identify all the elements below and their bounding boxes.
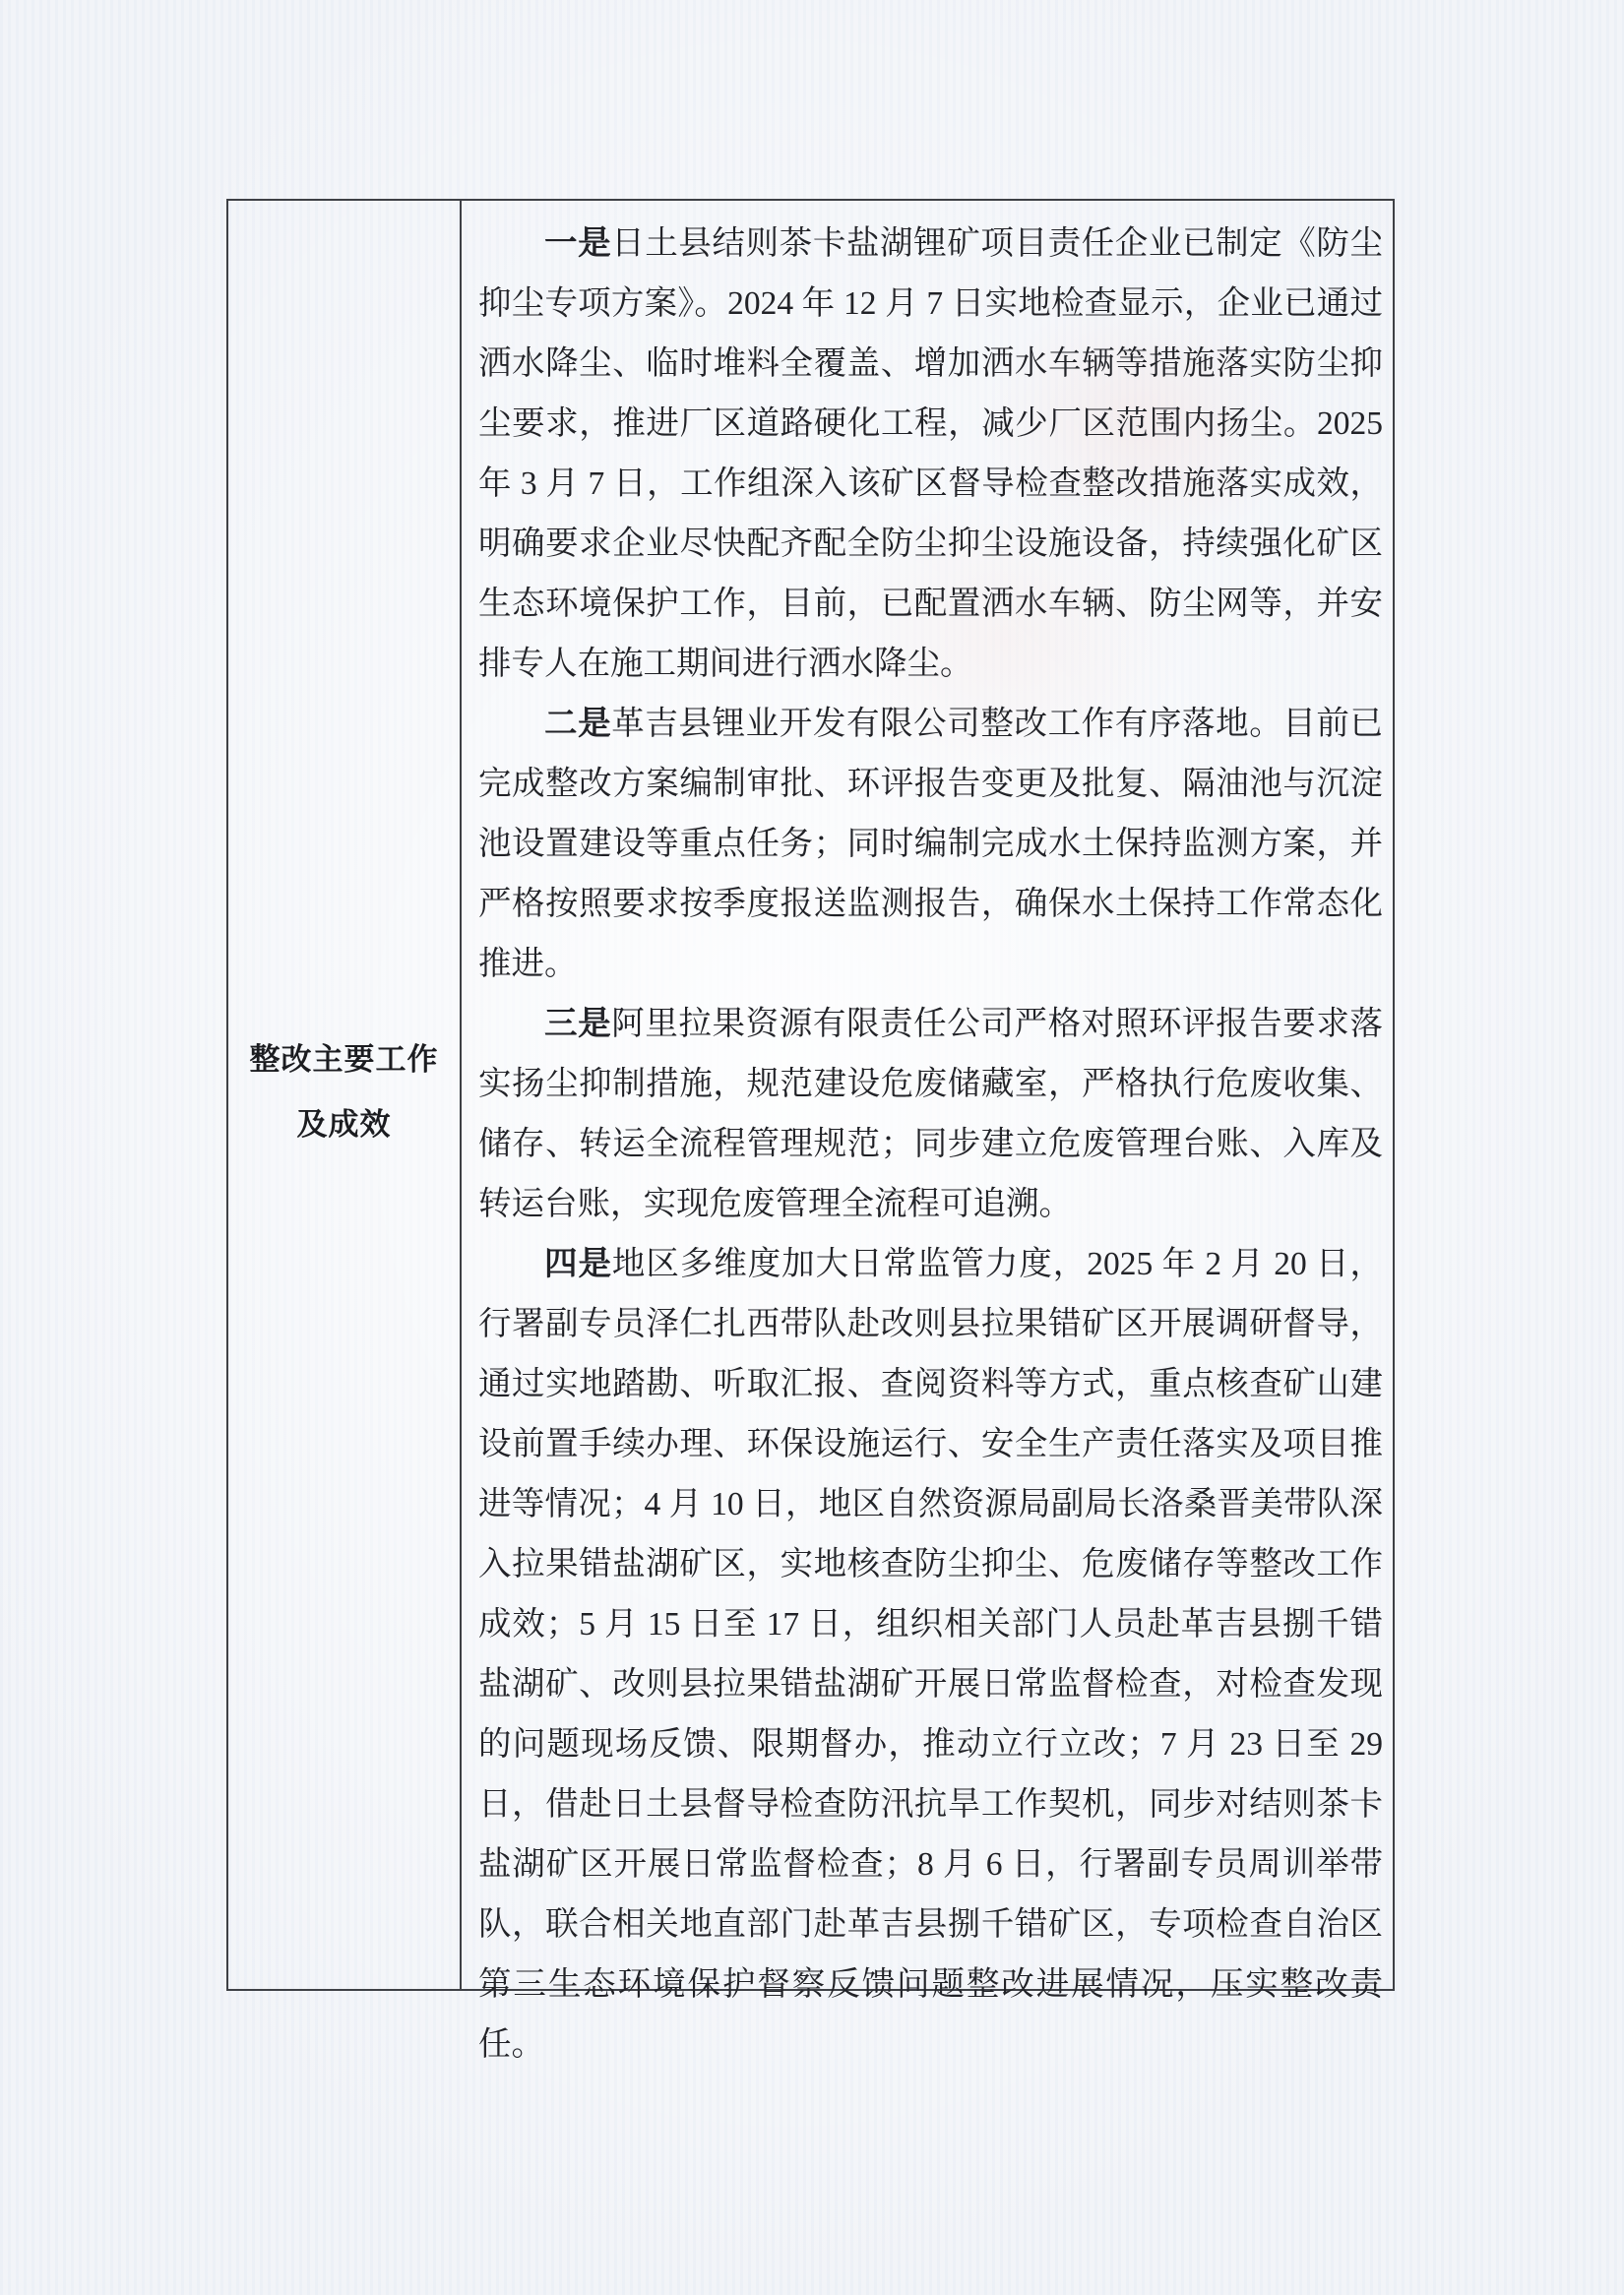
paragraph-lead: 三是 — [544, 1006, 612, 1042]
rectification-table-row — [226, 199, 1395, 2063]
paragraph-lead: 二是 — [544, 706, 612, 742]
paragraph-lead: 一是 — [544, 225, 612, 262]
row-header-label-line2: 及成效 — [296, 1106, 392, 1142]
paragraph-text: 革吉县锂业开发有限公司整改工作有序落地。目前已完成整改方案编制审批、环评报告变更及批复、隔油池与沉淀池设置建设等重点任务；同时编制完成水土保持监测方案，并严格按照要求按季度报送监测报告，确保水土保持工作常态化推进。 — [478, 706, 1384, 982]
paragraph — [478, 994, 1383, 1234]
paragraph-text: 日土县结则茶卡盐湖锂矿项目责任企业已制定《防尘抑尘专项方案》。2024 年 12 月 7 日实地检查显示，企业已通过洒水降尘、临时堆料全覆盖、增加洒水车辆等措施落实防尘抑尘要求，推进厂区道路硬化工程，减少厂区范围内扬尘。2025 年 3 月 7 日，工作组深入该矿区督导检查整改措施落实成效，明确要求企业尽快配齐配全防尘抑尘设施设备，持续强化矿区生态环境保护工作，目前，已配置洒水车辆、防尘网等，并安排专人在施工期间进行洒水降尘。 — [478, 225, 1384, 682]
paragraph — [478, 1234, 1383, 2075]
paragraph — [478, 214, 1383, 694]
paragraph — [478, 694, 1383, 994]
row-header-label-line1: 整改主要工作 — [249, 1041, 439, 1077]
paragraph-text: 阿里拉果资源有限责任公司严格对照环评报告要求落实扬尘抑制措施，规范建设危废储藏室，严格执行危废收集、储存、转运全流程管理规范；同步建立危废管理台账、入库及转运台账，实现危废管理全流程可追溯。 — [478, 1006, 1384, 1222]
row-content-cell — [462, 201, 1393, 2063]
row-header-cell — [228, 201, 462, 1989]
paragraph-lead: 四是 — [544, 1246, 612, 1282]
paragraph-text: 地区多维度加大日常监管力度，2025 年 2 月 20 日，行署副专员泽仁扎西带队赴改则县拉果错矿区开展调研督导，通过实地踏勘、听取汇报、查阅资料等方式，重点核查矿山建设前置手续办理、环保设施运行、安全生产责任落实及项目推进等情况；4 月 10 日，地区自然资源局副局长洛桑晋美带队深入拉果错盐湖矿区，实地核查防尘抑尘、危废储存等整改工作成效；5 月 15 日至 17 日，组织相关部门人员赴革吉县捌千错盐湖矿、改则县拉果错盐湖矿开展日常监督检查，对检查发现的问题现场反馈、限期督办，推动立行立改；7 月 23 日至 29 日，借赴日土县督导检查防汛抗旱工作契机，同步对结则茶卡盐湖矿区开展日常监督检查；8 月 6 日，行署副专员周训举带队，联合相关地直部门赴革吉县捌千错矿区，专项检查自治区第三生态环境保护督察反馈问题整改进展情况，压实整改责任。 — [478, 1246, 1383, 2063]
